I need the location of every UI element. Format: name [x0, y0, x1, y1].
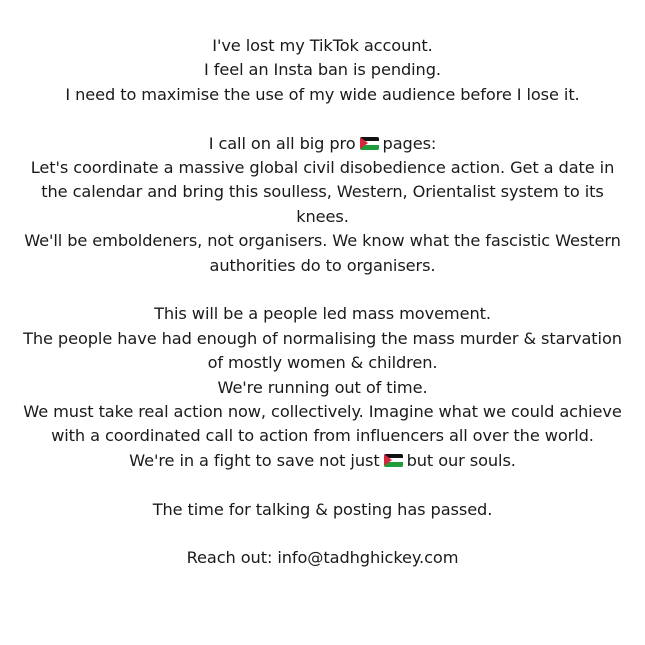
- post-text: [0, 34, 645, 571]
- text-line: The people have had enough of normalising the mass murder & starvation: [23, 328, 622, 348]
- palestine-flag-icon: [360, 137, 379, 150]
- text-line: authorities do to organisers.: [209, 255, 436, 275]
- text-line: knees.: [296, 206, 349, 226]
- text-line: I need to maximise the use of my wide audience before I lose it.: [65, 84, 580, 104]
- text-line: [0, 132, 645, 156]
- text-line: with a coordinated call to action from influencers all over the world.: [51, 426, 594, 446]
- text-fragment: pages:: [382, 133, 437, 153]
- text-line: We're running out of time.: [217, 377, 428, 397]
- text-line: the calendar and bring this soulless, Western, Orientalist system to its: [41, 182, 604, 202]
- text-line: We'll be emboldeners, not organisers. We know what the fascistic Western: [24, 231, 621, 251]
- flag-triangle: [360, 137, 368, 149]
- text-fragment: We're in a fight to save not just: [129, 450, 380, 470]
- text-fragment: but our souls.: [406, 450, 516, 470]
- text-line: This will be a people led mass movement.: [154, 304, 491, 324]
- flag-triangle: [384, 454, 392, 466]
- text-line: I've lost my TikTok account.: [212, 36, 433, 55]
- text-line: I feel an Insta ban is pending.: [204, 60, 441, 80]
- paragraph-gap: [0, 473, 645, 497]
- text-fragment: I call on all big pro: [208, 133, 356, 153]
- text-line: of mostly women & children.: [207, 353, 438, 373]
- text-line: [0, 449, 645, 473]
- text-line: We must take real action now, collectively. Imagine what we could achieve: [23, 402, 622, 422]
- contact-line: Reach out: info@tadhghickey.com: [186, 548, 459, 568]
- text-line: The time for talking & posting has passed.: [152, 499, 493, 519]
- paragraph-gap: [0, 278, 645, 302]
- text-line: Let's coordinate a massive global civil disobedience action. Get a date in: [30, 158, 615, 178]
- paragraph-gap: [0, 107, 645, 131]
- palestine-flag-icon: [384, 454, 403, 467]
- paragraph-gap: [0, 522, 645, 546]
